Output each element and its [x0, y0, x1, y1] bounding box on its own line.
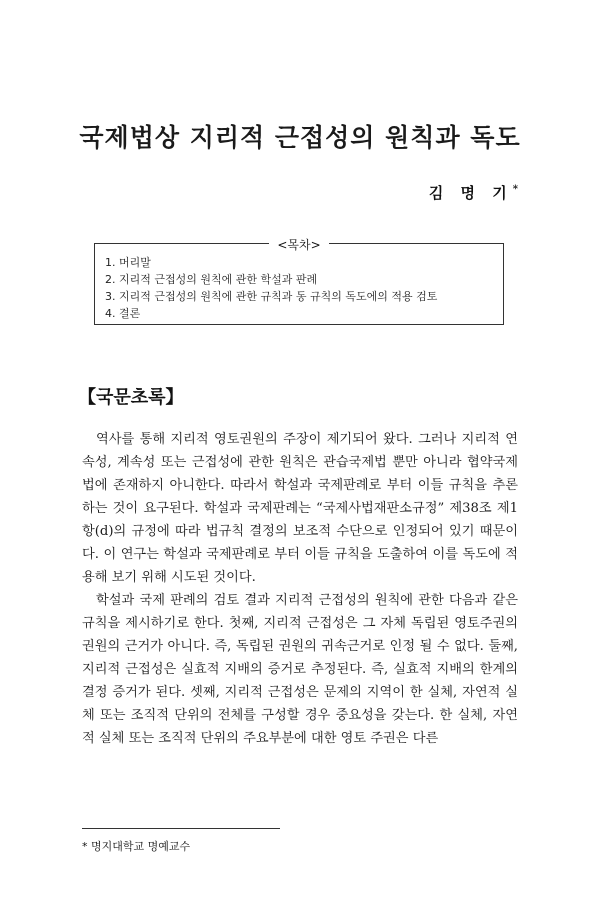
footnote: * 명지대학교 명예교수 — [82, 840, 191, 853]
author-name: 김 명 기 — [428, 184, 513, 202]
toc-item: 4. 결론 — [105, 307, 141, 320]
abstract-paragraph: 역사를 통해 지리적 영토권원의 주장이 제기되어 왔다. 그러나 지리적 연속성, 계속성 또는 근접성에 관한 원칙은 관습국제법 뿐만 아니라 협약국제법에 존재하지 아니한다. 따라서 학설과 국제판례로 부터 이들 규칙을 추론하는 것이 요구된다. 학설과 국제판례는 “국제사법재판소규정” 제38조 제1항(d)의 규정에 따라 법규칙 결정의 보조적 수단으로 인정되어 있기 때문이다. 이 연구는 학설과 국제판례로 부터 이들 규칙을 도출하여 이를 독도에 적용해 보기 위해 시도된 것이다. — [82, 432, 518, 585]
toc-label: <목차> — [269, 238, 328, 252]
abstract-body — [82, 428, 518, 750]
footnote-divider — [82, 828, 280, 829]
author-line — [429, 182, 518, 203]
abstract-paragraph: 학설과 국제 판례의 검토 결과 지리적 근접성의 원칙에 관한 다음과 같은 규칙을 제시하기로 한다. 첫째, 지리적 근접성은 그 자체 독립된 영토주권의 권원의 근거가 아니다. 즉, 독립된 권원의 귀속근거로 인정 될 수 없다. 둘째, 지리적 근접성은 실효적 지배의 증거로 추정된다. 즉, 실효적 지배의 한계의 결정 증거가 된다. 셋째, 지리적 근접성은 문제의 지역이 한 실체, 자연적 실체 또는 조직적 단위의 전체를 구성할 경우 중요성을 갖는다. 한 실체, 자연적 실체 또는 조직적 단위의 주요부분에 대한 영토 주권은 다른 — [82, 593, 518, 746]
toc-item: 3. 지리적 근접성의 원칙에 관한 규칙과 동 규칙의 독도에의 적용 검토 — [105, 290, 438, 303]
toc-list — [95, 244, 503, 322]
table-of-contents — [94, 238, 504, 325]
toc-item: 1. 머리말 — [105, 256, 151, 269]
author-footnote-mark: * — [512, 184, 518, 195]
paper-title: 국제법상 지리적 근접성의 원칙과 독도 — [79, 123, 521, 152]
abstract-heading: 【국문초록】 — [78, 387, 184, 408]
toc-item: 2. 지리적 근접성의 원칙에 관한 학설과 판례 — [105, 273, 318, 286]
